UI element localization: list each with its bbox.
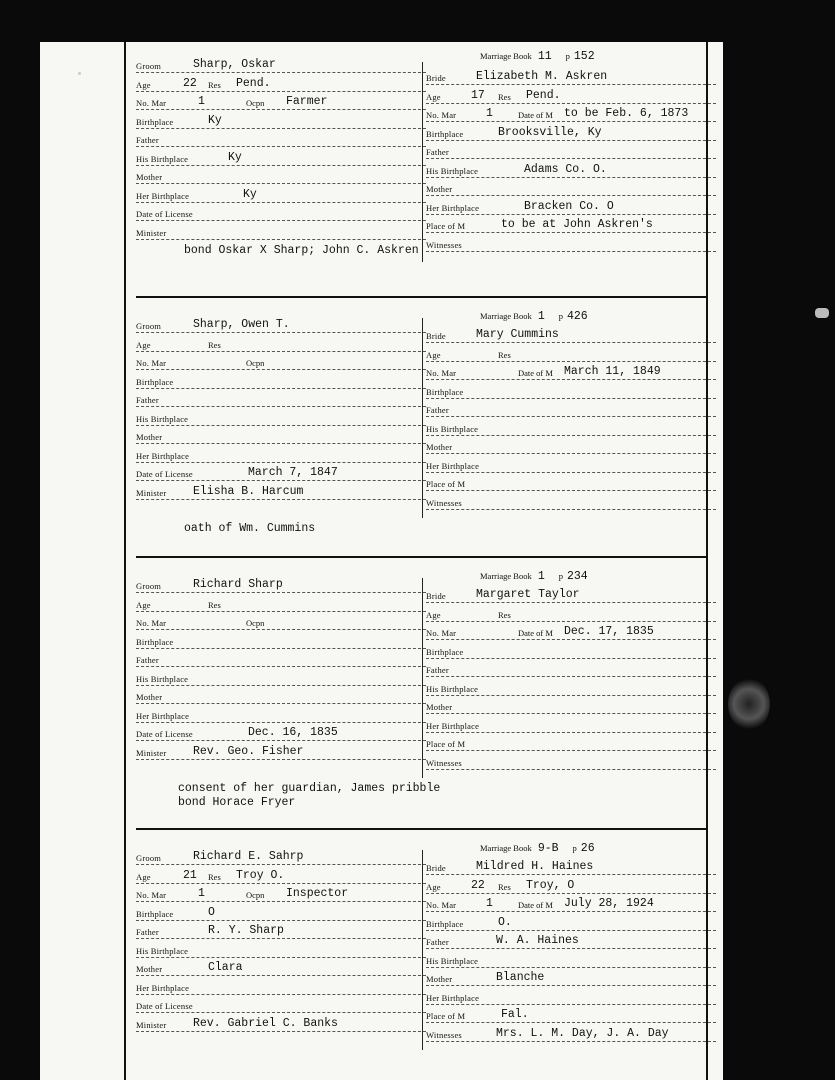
field-label: Mother	[426, 184, 453, 194]
field-age	[136, 76, 426, 92]
field-label: Her Birthplace	[426, 720, 480, 731]
field-minister	[136, 744, 426, 760]
page-label: p	[558, 571, 563, 581]
field-label: Birthplace	[426, 646, 464, 657]
field-his-birthplace	[426, 683, 716, 696]
field-value: Rev. Gabriel C. Banks	[193, 1016, 338, 1030]
field-value: Ky	[243, 187, 257, 201]
field-label: Witnesses	[426, 1029, 462, 1040]
field-value: 1	[486, 897, 493, 910]
bride-column	[426, 854, 716, 1064]
field-her-birthplace	[426, 199, 716, 215]
field-label: Father	[136, 135, 159, 145]
field-label: Ocpn	[246, 98, 265, 108]
field-label: Her Birthplace	[136, 190, 190, 201]
field-label: His Birthplace	[426, 955, 479, 966]
field-value: to be at John Askren's	[501, 218, 653, 231]
field-label: Father	[426, 937, 449, 947]
page-number: 426	[566, 310, 588, 323]
page-label: p	[572, 843, 577, 853]
field-label: Date of License	[136, 729, 193, 739]
field-value: 22	[471, 878, 485, 892]
marriage-book-number: 1	[537, 310, 545, 323]
card-divider	[136, 296, 706, 298]
field-label: Minister	[136, 227, 167, 238]
field-label: Date of M	[518, 628, 553, 638]
field-label: Witnesses	[426, 239, 462, 250]
field-label: His Birthplace	[136, 153, 189, 164]
field-birthplace	[426, 125, 716, 141]
field-label: No. Mar	[136, 890, 167, 900]
field-label: Age	[136, 79, 151, 90]
field-witnesses	[426, 239, 716, 252]
marriage-book-number: 9-B	[537, 842, 559, 855]
field-place-of-m	[426, 220, 716, 233]
field-value: 1	[198, 887, 205, 900]
field-date-of-license	[136, 728, 426, 741]
field-label: Res	[208, 79, 221, 90]
field-label: Birthplace	[136, 636, 174, 647]
field-label: Res	[498, 349, 511, 360]
field-no-mar	[136, 97, 426, 110]
field-his-birthplace	[136, 945, 426, 958]
marriage-book-label: Marriage Book	[480, 51, 532, 61]
field-label: Ocpn	[246, 890, 265, 900]
field-her-birthplace	[136, 982, 426, 995]
field-age	[426, 349, 716, 362]
field-label: Date of License	[136, 469, 193, 479]
field-minister	[136, 1016, 426, 1032]
field-his-birthplace	[426, 955, 716, 968]
field-label: Age	[426, 349, 441, 360]
field-her-birthplace	[426, 460, 716, 473]
field-mother	[136, 691, 426, 704]
field-label: Res	[498, 881, 511, 892]
bride-column	[426, 582, 716, 792]
field-value: July 28, 1924	[564, 897, 654, 910]
field-bride	[426, 590, 716, 603]
field-label: Date of License	[136, 1001, 193, 1011]
field-no-mar	[426, 367, 716, 380]
field-his-birthplace	[136, 150, 426, 166]
scan-speck	[78, 72, 81, 75]
field-label: Res	[208, 339, 221, 350]
field-value: Bracken Co. O	[524, 199, 614, 213]
card-note: consent of her guardian, James pribble	[178, 782, 441, 795]
marriage-book-ref	[480, 50, 595, 63]
field-her-birthplace	[426, 720, 716, 733]
field-value: Blanche	[496, 971, 545, 984]
field-label: Birthplace	[426, 386, 464, 397]
field-label: Minister	[136, 487, 167, 498]
field-no-mar	[136, 617, 426, 630]
field-label: No. Mar	[136, 358, 167, 368]
field-mother	[136, 431, 426, 444]
field-witnesses	[426, 757, 716, 770]
field-label: Res	[208, 871, 221, 882]
groom-column	[136, 852, 426, 1052]
field-no-mar	[426, 109, 716, 122]
field-father	[426, 936, 716, 949]
field-father	[136, 134, 426, 147]
field-value: O	[208, 905, 215, 919]
field-label: Birthplace	[426, 918, 464, 929]
marriage-book-label: Marriage Book	[480, 843, 532, 853]
field-place-of-m	[426, 478, 716, 491]
field-value: Rev. Geo. Fisher	[193, 744, 304, 758]
page-label: p	[565, 51, 570, 61]
marriage-card	[40, 828, 723, 1078]
field-label: Father	[426, 665, 449, 675]
field-mother	[426, 701, 716, 714]
groom-column	[136, 320, 426, 520]
card-divider	[136, 828, 706, 830]
card-note: bond Horace Fryer	[178, 796, 296, 809]
field-label: Place of M	[426, 1011, 466, 1021]
page-number: 26	[580, 842, 595, 855]
field-no-mar	[426, 899, 716, 912]
field-label: No. Mar	[426, 628, 457, 638]
field-birthplace	[136, 113, 426, 129]
field-groom	[136, 852, 426, 865]
field-age	[426, 88, 716, 104]
field-value: Dec. 16, 1835	[248, 726, 338, 739]
field-label: Father	[136, 655, 159, 665]
field-label: Res	[498, 91, 511, 102]
field-label: No. Mar	[136, 618, 167, 628]
field-label: No. Mar	[426, 110, 457, 120]
field-label: Age	[426, 609, 441, 620]
field-label: Groom	[136, 61, 162, 71]
field-label: Age	[136, 871, 151, 882]
groom-column	[136, 60, 426, 260]
field-father	[426, 146, 716, 159]
field-place-of-m	[426, 738, 716, 751]
field-value: Mildred H. Haines	[476, 860, 594, 873]
card-note: oath of Wm. Cummins	[184, 522, 316, 535]
field-label: His Birthplace	[426, 423, 479, 434]
field-age	[426, 609, 716, 622]
field-his-birthplace	[136, 673, 426, 686]
field-value: to be Feb. 6, 1873	[564, 107, 689, 120]
field-label: Res	[208, 599, 221, 610]
field-birthplace	[426, 386, 716, 399]
field-label: Her Birthplace	[426, 202, 480, 213]
field-label: His Birthplace	[136, 945, 189, 956]
field-label: Witnesses	[426, 757, 462, 768]
field-label: Mother	[426, 442, 453, 452]
field-mother	[136, 171, 426, 184]
field-label: Her Birthplace	[136, 450, 190, 461]
field-label: Father	[136, 927, 159, 937]
marriage-book-number: 1	[537, 570, 545, 583]
field-label: Place of M	[426, 221, 466, 231]
marriage-book-ref	[480, 570, 588, 583]
field-value: Pend.	[236, 76, 271, 90]
field-age	[136, 339, 426, 352]
field-birthplace	[426, 915, 716, 931]
field-label: Mother	[136, 172, 163, 182]
field-label: Bride	[426, 591, 446, 601]
field-her-birthplace	[136, 450, 426, 463]
marriage-book-label: Marriage Book	[480, 311, 532, 321]
field-label: Bride	[426, 73, 446, 83]
bride-column	[426, 64, 716, 274]
field-minister	[136, 484, 426, 500]
field-value: Fal.	[501, 1008, 529, 1021]
field-witnesses	[426, 1026, 716, 1042]
field-father	[426, 404, 716, 417]
field-value: 1	[198, 95, 205, 108]
field-father	[136, 926, 426, 939]
field-label: Date of M	[518, 900, 553, 910]
field-value: Farmer	[286, 95, 328, 108]
field-value: Sharp, Oskar	[193, 58, 276, 71]
field-label: Her Birthplace	[136, 982, 190, 993]
field-place-of-m	[426, 1010, 716, 1023]
field-label: Date of License	[136, 209, 193, 219]
field-age	[426, 878, 716, 894]
field-father	[136, 654, 426, 667]
field-value: Richard E. Sahrp	[193, 850, 304, 863]
marriage-card	[40, 556, 723, 809]
field-label: Minister	[136, 1019, 167, 1030]
field-label: Her Birthplace	[136, 710, 190, 721]
field-label: Mother	[426, 974, 453, 984]
field-label: Age	[426, 881, 441, 892]
field-label: Mother	[426, 702, 453, 712]
bride-column	[426, 322, 716, 532]
marriage-book-label: Marriage Book	[480, 571, 532, 581]
field-his-birthplace	[136, 413, 426, 426]
field-value: 21	[183, 868, 197, 882]
field-groom	[136, 320, 426, 333]
field-birthplace	[136, 905, 426, 921]
field-label: Mother	[136, 692, 163, 702]
field-label: Mother	[136, 964, 163, 974]
field-label: Place of M	[426, 479, 466, 489]
groom-column	[136, 580, 426, 780]
field-birthplace	[136, 636, 426, 649]
ink-smudge	[728, 678, 770, 730]
field-value: Troy, O	[526, 878, 575, 892]
field-date-of-license	[136, 208, 426, 221]
field-label: Witnesses	[426, 497, 462, 508]
field-label: Age	[426, 91, 441, 102]
marriage-card	[40, 42, 723, 292]
field-label: Father	[426, 147, 449, 157]
field-birthplace	[136, 376, 426, 389]
field-label: Ocpn	[246, 358, 265, 368]
field-value: Dec. 17, 1835	[564, 625, 654, 638]
field-value: Pend.	[526, 88, 561, 102]
field-label: Birthplace	[136, 908, 174, 919]
field-label: Groom	[136, 581, 162, 591]
record-sheet	[40, 42, 723, 1080]
field-value: Richard Sharp	[193, 578, 283, 591]
card-note: bond Oskar X Sharp; John C. Askren	[184, 244, 419, 257]
field-father	[426, 664, 716, 677]
field-value: Sharp, Owen T.	[193, 318, 290, 331]
field-date-of-license	[136, 1000, 426, 1013]
field-label: His Birthplace	[426, 165, 479, 176]
field-label: Age	[136, 599, 151, 610]
field-value: 1	[486, 107, 493, 120]
field-label: Her Birthplace	[426, 460, 480, 471]
field-her-birthplace	[426, 992, 716, 1005]
field-value: R. Y. Sharp	[208, 924, 284, 937]
field-value: Troy O.	[236, 868, 285, 882]
field-label: His Birthplace	[426, 683, 479, 694]
field-groom	[136, 580, 426, 593]
field-no-mar	[136, 889, 426, 902]
field-date-of-license	[136, 468, 426, 481]
field-label: Father	[136, 395, 159, 405]
field-label: Birthplace	[426, 128, 464, 139]
field-her-birthplace	[136, 710, 426, 723]
field-value: Ky	[208, 113, 222, 127]
field-label: His Birthplace	[136, 673, 189, 684]
field-value: W. A. Haines	[496, 934, 579, 947]
field-label: Her Birthplace	[426, 992, 480, 1003]
field-groom	[136, 60, 426, 73]
field-his-birthplace	[426, 162, 716, 178]
field-birthplace	[426, 646, 716, 659]
marriage-book-ref	[480, 310, 588, 323]
field-mother	[136, 963, 426, 976]
field-value: Margaret Taylor	[476, 588, 580, 601]
field-bride	[426, 862, 716, 875]
field-label: Place of M	[426, 739, 466, 749]
field-label: His Birthplace	[136, 413, 189, 424]
page-number: 152	[573, 50, 595, 63]
field-mother	[426, 973, 716, 986]
field-value: Mary Cummins	[476, 328, 559, 341]
scan-speck	[815, 308, 829, 318]
field-his-birthplace	[426, 423, 716, 436]
field-label: Minister	[136, 747, 167, 758]
field-label: Birthplace	[136, 116, 174, 127]
field-label: Mother	[136, 432, 163, 442]
field-bride	[426, 330, 716, 343]
field-value: 17	[471, 88, 485, 102]
field-value: O.	[498, 915, 512, 929]
field-value: Elisha B. Harcum	[193, 484, 304, 498]
field-no-mar	[426, 627, 716, 640]
field-value: 22	[183, 76, 197, 90]
field-value: Adams Co. O.	[524, 162, 607, 176]
field-age	[136, 868, 426, 884]
field-father	[136, 394, 426, 407]
field-label: Date of M	[518, 110, 553, 120]
field-label: Bride	[426, 331, 446, 341]
field-her-birthplace	[136, 187, 426, 203]
card-divider	[136, 556, 706, 558]
field-label: No. Mar	[426, 900, 457, 910]
field-bride	[426, 72, 716, 85]
field-label: Age	[136, 339, 151, 350]
field-label: Father	[426, 405, 449, 415]
field-mother	[426, 441, 716, 454]
field-value: March 7, 1847	[248, 466, 338, 479]
field-label: Ocpn	[246, 618, 265, 628]
field-label: Groom	[136, 853, 162, 863]
field-value: Ky	[228, 150, 242, 164]
field-value: March 11, 1849	[564, 365, 661, 378]
marriage-book-number: 11	[537, 50, 552, 63]
field-value: Clara	[208, 961, 243, 974]
field-value: Brooksville, Ky	[498, 125, 602, 139]
field-label: Date of M	[518, 368, 553, 378]
marriage-book-ref	[480, 842, 595, 855]
marriage-card	[40, 296, 723, 546]
field-label: Groom	[136, 321, 162, 331]
page-number: 234	[566, 570, 588, 583]
field-no-mar	[136, 357, 426, 370]
field-age	[136, 599, 426, 612]
page-label: p	[558, 311, 563, 321]
field-label: No. Mar	[136, 98, 167, 108]
field-witnesses	[426, 497, 716, 510]
field-mother	[426, 183, 716, 196]
field-value: Elizabeth M. Askren	[476, 70, 608, 83]
field-value: Inspector	[286, 887, 349, 900]
field-value: Mrs. L. M. Day, J. A. Day	[496, 1026, 669, 1040]
field-label: Res	[498, 609, 511, 620]
field-label: Birthplace	[136, 376, 174, 387]
field-label: No. Mar	[426, 368, 457, 378]
field-minister	[136, 227, 426, 240]
field-label: Bride	[426, 863, 446, 873]
